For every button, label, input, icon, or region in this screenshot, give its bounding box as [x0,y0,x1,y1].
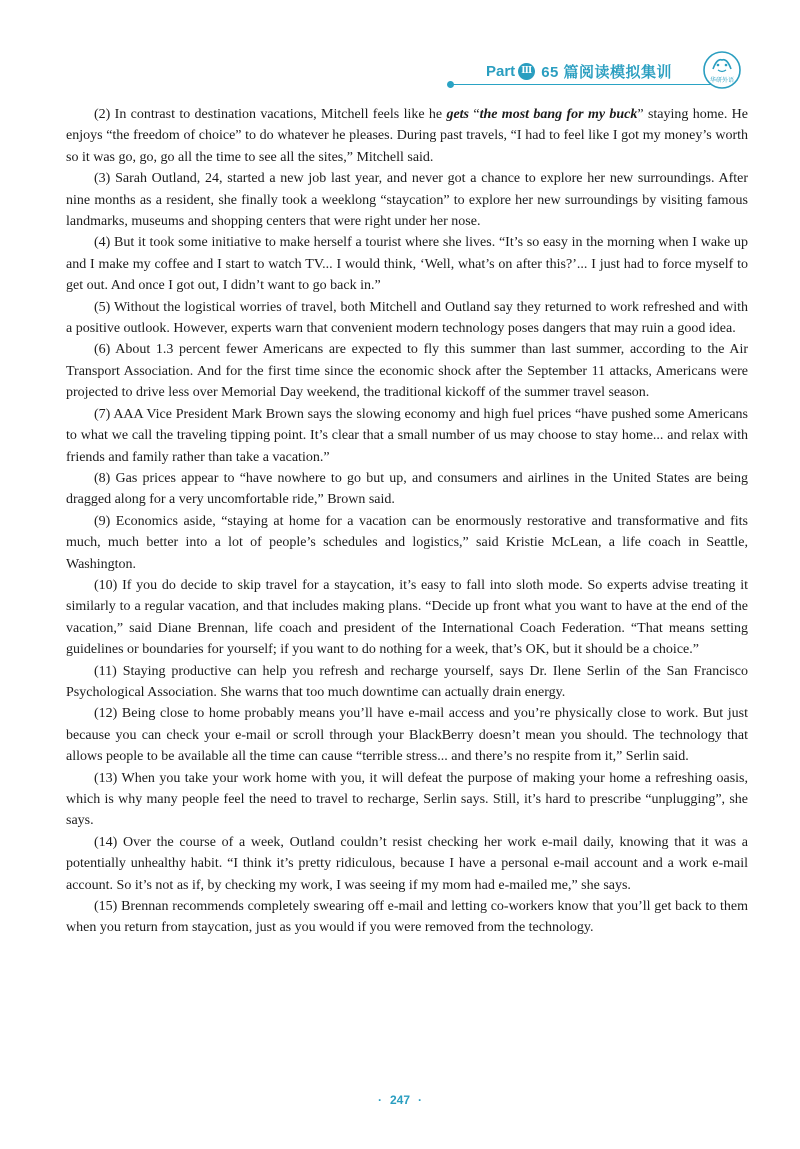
paragraph [66,168,748,232]
emphasized-phrase: gets [446,107,470,122]
paragraph-text: (6) About 1.3 percent fewer Americans are expected to fly this summer than last summer, according to the Air Transport Association. And for the first time since the economic shock after the September 11 attacks, Americans were projected to drive less over Memorial Day weekend, the traditional kickoff of the summer travel season. [66,342,748,401]
page-number-value: 247 [389,1093,411,1107]
paragraph [66,575,748,661]
series-title: 65 篇阅读模拟集训 [541,63,673,81]
paragraph-text: (3) Sarah Outland, 24, started a new job last year, and never got a chance to explore her new surroundings. After nine months as a resident, she finally took a weeklong “staycation” to explore her new surroundings by visiting famous landmarks, museums and shopping centers that were right under her nose. [66,171,748,230]
paragraph-text: (10) If you do decide to skip travel for a staycation, it’s easy to fall into sloth mode. So experts advise treating it similarly to a regular vacation, and that includes making plans. “Decide up front what you want to have at the end of the vacation,” said Diane Brennan, life coach and president of the International Coach Federation. “That means setting guidelines or boundaries for yourself; if you want to do nothing for a week, that’s OK, but it should be a choice.” [66,577,748,658]
paragraph-text: (15) Brennan recommends completely swearing off e-mail and letting co-workers know that you’ll get back to them when you return from staycation, just as you would if you were removed from the technology. [66,899,748,936]
header-rule [452,84,712,85]
page-number [0,1093,800,1107]
paragraph-text: (14) Over the course of a week, Outland couldn’t resist checking her work e-mail daily, knowing that it was a potentially unhealthy habit. “I think it’s pretty ridiculous, because I have a personal e-mail account and a work e-mail account. So it’s not as if, by checking my work, I was seeing if my mom had e-mailed me,” she says. [66,834,748,893]
paragraph [66,339,748,403]
paragraph-text: “ [469,107,480,122]
publisher-logo-icon [702,50,742,90]
paragraph-text: (2) In contrast to destination vacations, Mitchell feels like he [94,107,447,122]
paragraph-text: (13) When you take your work home with you, it will defeat the purpose of making your home a refreshing oasis, which is why many people feel the need to travel to recharge, Serlin says. Still, it’s hard to prescribe “unplugging”, she says. [66,770,748,829]
part-numeral-badge: Ⅲ [518,63,535,80]
paragraph-text: (4) But it took some initiative to make herself a tourist where she lives. “It’s so easy in the morning when I wake up and I make my coffee and I start to watch TV... I would think, ‘Well, what’s on after this?’... I just had to force myself to get out. And once I got out, I didn’t want to go back in.” [66,235,748,294]
paragraph [66,297,748,340]
emphasized-phrase: the most bang for my buck [479,107,638,122]
paragraph-text: (5) Without the logistical worries of travel, both Mitchell and Outland say they returned to work refreshed and with a positive outlook. However, experts warn that convenient modern technology poses dangers that may ruin a good idea. [66,299,748,337]
paragraph [66,768,748,832]
paragraph [66,832,748,896]
page-number-dot-left: · [377,1093,382,1107]
running-header [486,60,672,82]
paragraph-text: (7) AAA Vice President Mark Brown says the slowing economy and high fuel prices “have pushed some Americans to what we call the traveling tipping point. It’s clear that a small number of us may choose to stay home... and relax with friends and family rather than take a vacation.” [66,406,748,465]
publisher-logo [702,50,742,90]
paragraph [66,661,748,704]
paragraph-text: (8) Gas prices appear to “have nowhere to go but up, and consumers and airlines in the United States are being dragged along for a very uncomfortable ride,” Brown said. [66,470,748,508]
paragraph [66,703,748,767]
paragraph [66,232,748,296]
article-body [66,104,748,939]
paragraph-text: (11) Staying productive can help you refresh and recharge yourself, says Dr. Ilene Serlin of the San Francisco Psychological Association. She warns that too much downtime can actually drain energy. [66,663,748,700]
paragraph-text: (9) Economics aside, “staying at home for a vacation can be enormously restorative and transformative and fits much, much better into a lot of people’s schedules and logistics,” said Kristie McLean, a life coach in Seattle, Washington. [66,513,748,572]
page-header [0,0,800,100]
paragraph [66,468,748,511]
part-label: Part [486,62,516,80]
paragraph-text: (12) Being close to home probably means you’ll have e-mail access and you’re physically close to work. But just because you can check your e-mail or scroll through your BlackBerry doesn’t mean you should. The technology that allows people to be available all the time can cause “terrible stress... and there’s no respite from it,” Serlin said. [66,706,748,765]
paragraph-text: ” staying home. He enjoys “the freedom of choice” to do whatever he pleases. During past travels, “I had to feel like I got my money’s worth so it was go, go, go all the time to see all the sites,” Mitchell said. [66,107,748,165]
paragraph [66,896,748,939]
paragraph [66,404,748,468]
publisher-logo-text: 华研外语 [709,77,734,84]
paragraph [66,104,748,168]
paragraph [66,511,748,575]
page-number-dot-right: · [418,1093,423,1107]
